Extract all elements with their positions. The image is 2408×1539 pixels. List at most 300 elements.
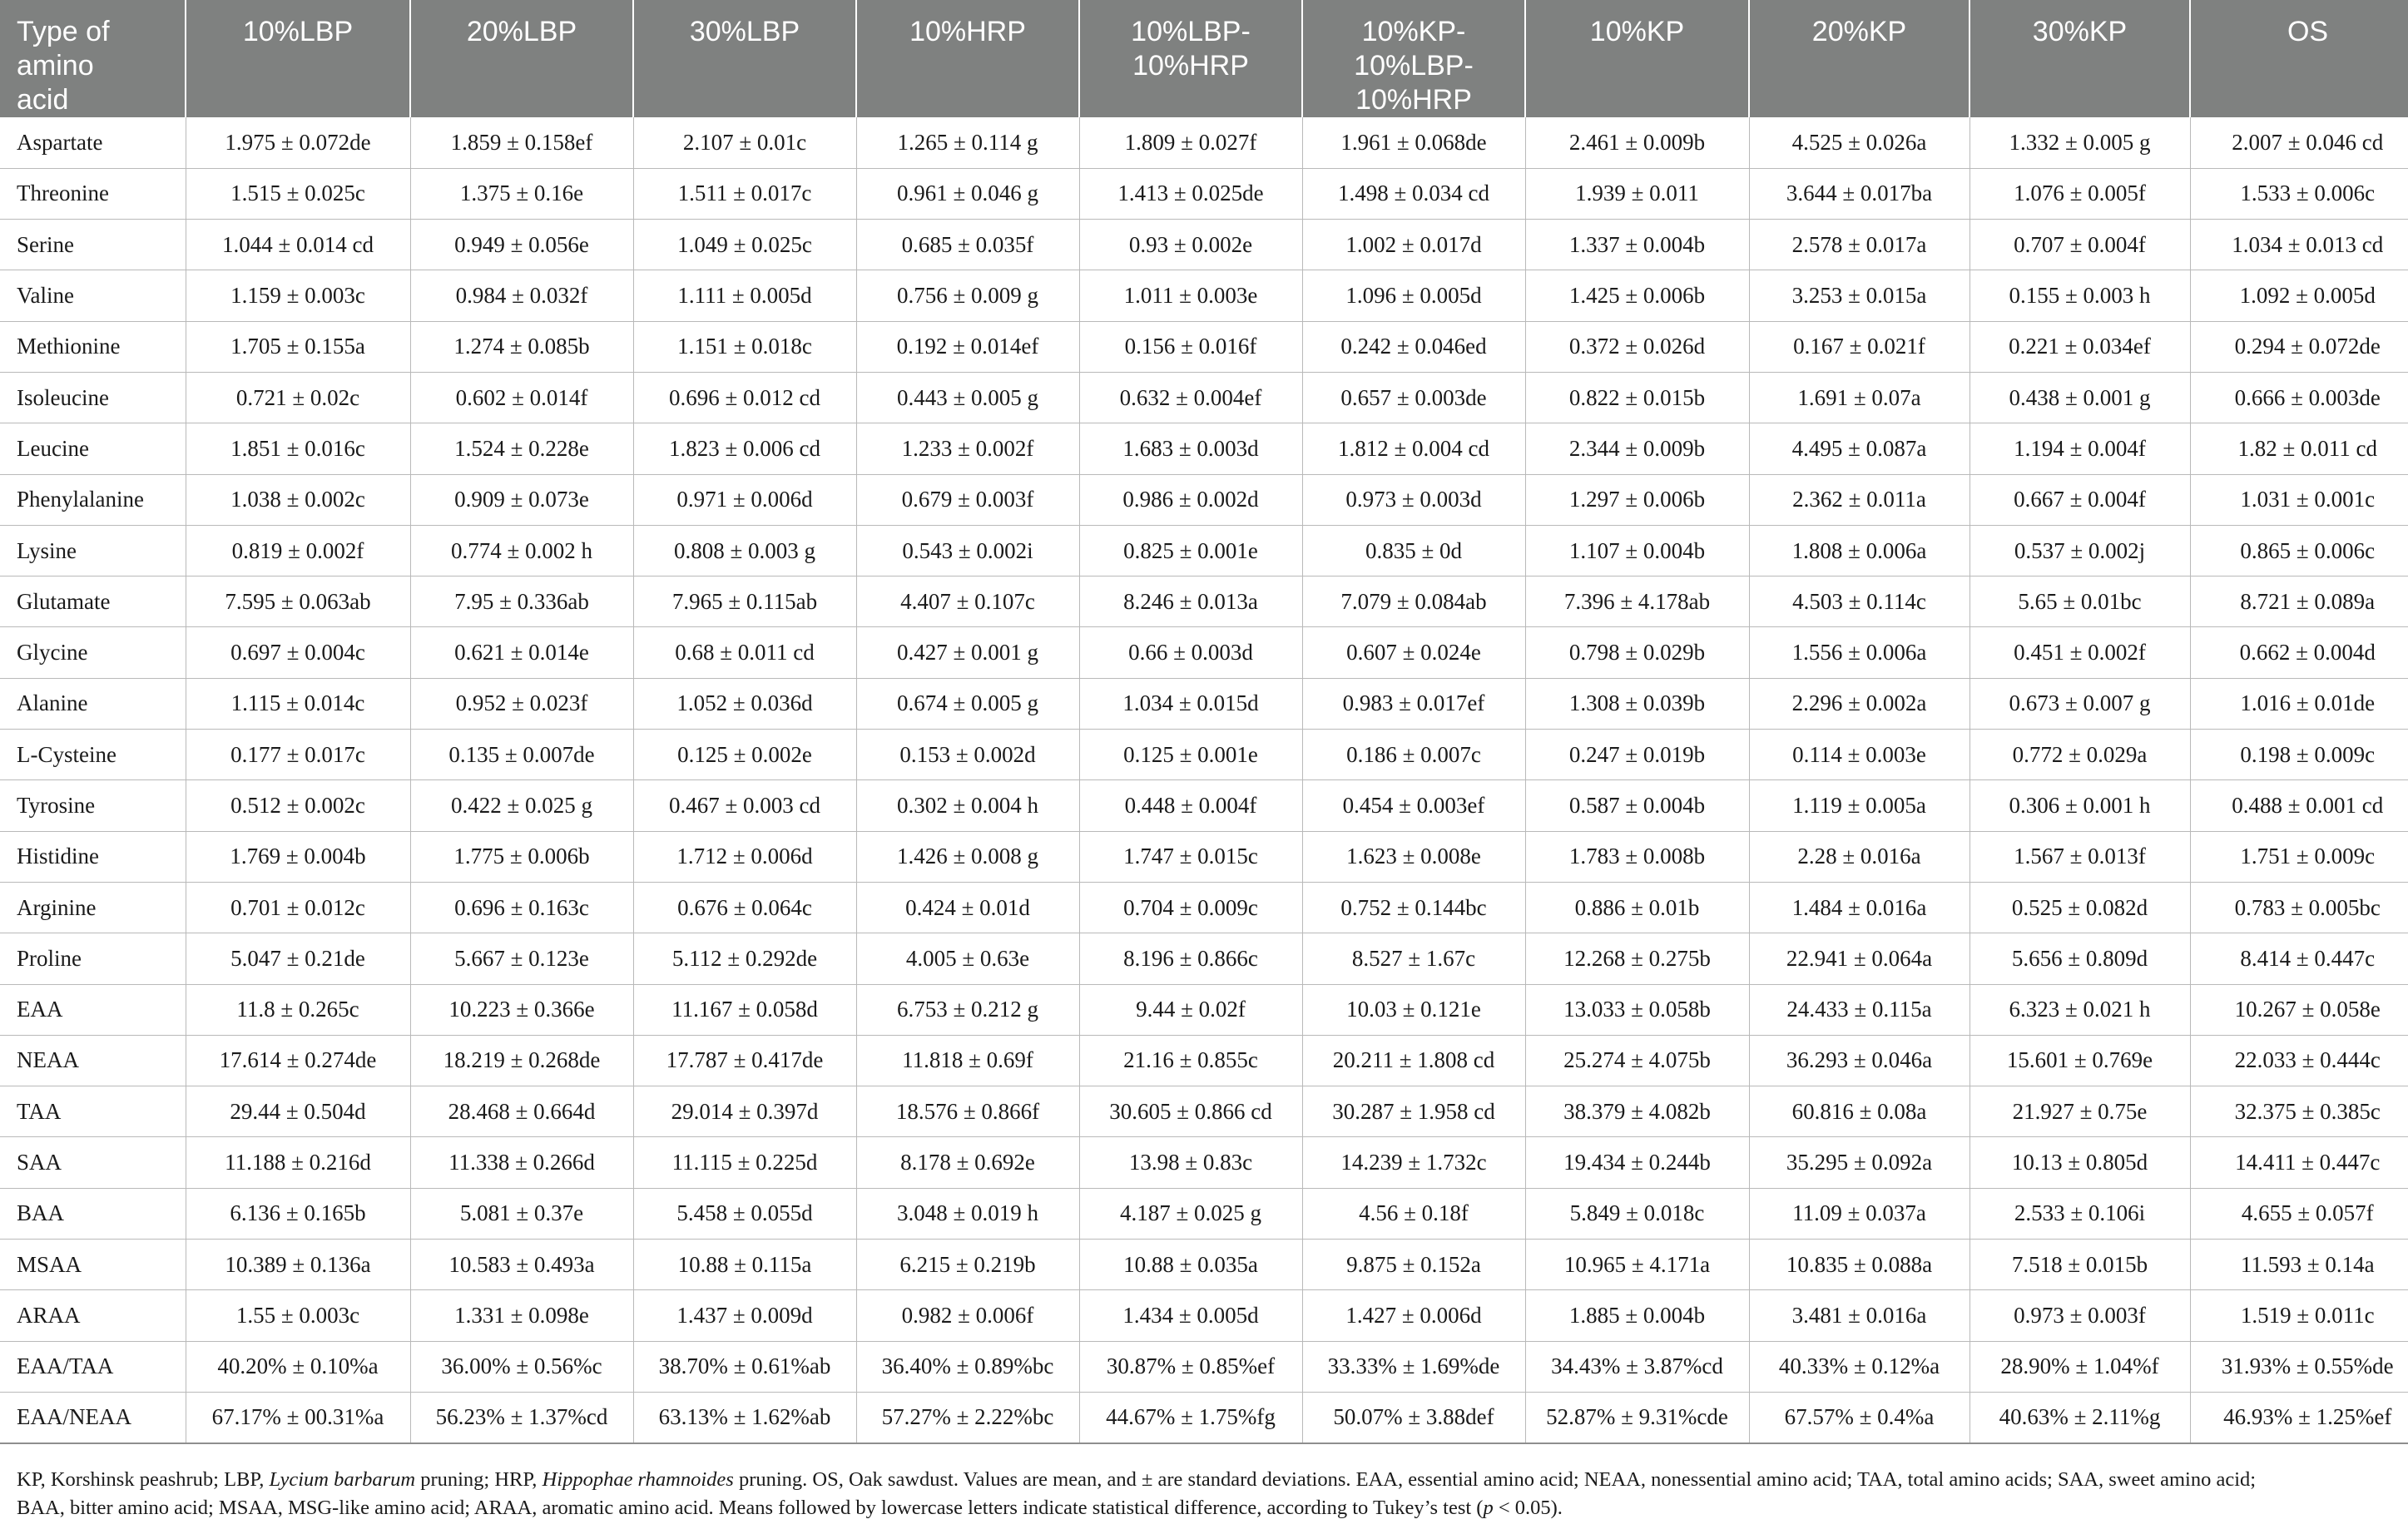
row-label: Aspartate xyxy=(0,117,186,168)
row-label: Alanine xyxy=(0,678,186,729)
table-cell: 1.194 ± 0.004f xyxy=(1970,423,2190,474)
footnote-text: pruning. OS, Oak sawdust. Values are mean, and ± are standard deviations. EAA, essential amino acid; NEAA, nonessential amino acid; TAA, total amino acids; SAA, sweet amino acid; xyxy=(733,1468,2257,1491)
table-row xyxy=(0,678,2408,729)
table-cell: 0.752 ± 0.144bc xyxy=(1302,882,1525,933)
column-header: 10%KP- 10%LBP- 10%HRP xyxy=(1302,0,1525,117)
table-cell: 0.973 ± 0.003d xyxy=(1302,474,1525,525)
table-cell: 10.583 ± 0.493a xyxy=(410,1240,633,1290)
table-cell: 11.8 ± 0.265c xyxy=(186,984,410,1035)
table-cell: 1.011 ± 0.003e xyxy=(1079,270,1302,321)
table-cell: 36.293 ± 0.046a xyxy=(1749,1035,1970,1086)
column-header: 10%LBP- 10%HRP xyxy=(1079,0,1302,117)
table-row xyxy=(0,525,2408,576)
table-cell: 0.697 ± 0.004c xyxy=(186,627,410,678)
table-cell: 1.437 ± 0.009d xyxy=(633,1290,856,1341)
column-header: 30%KP xyxy=(1970,0,2190,117)
table-cell: 1.111 ± 0.005d xyxy=(633,270,856,321)
table-cell: 5.667 ± 0.123e xyxy=(410,933,633,984)
column-header: 10%HRP xyxy=(856,0,1079,117)
table-cell: 0.438 ± 0.001 g xyxy=(1970,372,2190,423)
table-cell: 11.115 ± 0.225d xyxy=(633,1137,856,1188)
table-cell: 1.107 ± 0.004b xyxy=(1525,525,1749,576)
table-cell: 0.427 ± 0.001 g xyxy=(856,627,1079,678)
row-label: EAA/TAA xyxy=(0,1341,186,1392)
table-cell: 0.607 ± 0.024e xyxy=(1302,627,1525,678)
table-cell: 10.03 ± 0.121e xyxy=(1302,984,1525,1035)
table-cell: 7.965 ± 0.115ab xyxy=(633,577,856,627)
table-row xyxy=(0,1240,2408,1290)
table-row xyxy=(0,780,2408,831)
table-cell: 40.33% ± 0.12%a xyxy=(1749,1341,1970,1392)
row-label: Tyrosine xyxy=(0,780,186,831)
table-cell: 22.033 ± 0.444c xyxy=(2190,1035,2408,1086)
table-row xyxy=(0,270,2408,321)
table-cell: 8.414 ± 0.447c xyxy=(2190,933,2408,984)
table-cell: 0.721 ± 0.02c xyxy=(186,372,410,423)
table-cell: 1.434 ± 0.005d xyxy=(1079,1290,1302,1341)
table-cell: 0.961 ± 0.046 g xyxy=(856,168,1079,219)
table-cell: 1.337 ± 0.004b xyxy=(1525,220,1749,270)
row-label: Methionine xyxy=(0,321,186,372)
table-cell: 14.239 ± 1.732c xyxy=(1302,1137,1525,1188)
table-cell: 21.16 ± 0.855c xyxy=(1079,1035,1302,1086)
table-cell: 10.88 ± 0.115a xyxy=(633,1240,856,1290)
table-cell: 0.543 ± 0.002i xyxy=(856,525,1079,576)
column-header: 20%LBP xyxy=(410,0,633,117)
table-cell: 0.372 ± 0.026d xyxy=(1525,321,1749,372)
table-cell: 0.621 ± 0.014e xyxy=(410,627,633,678)
table-cell: 0.865 ± 0.006c xyxy=(2190,525,2408,576)
table-cell: 34.43% ± 3.87%cd xyxy=(1525,1341,1749,1392)
table-cell: 8.178 ± 0.692e xyxy=(856,1137,1079,1188)
table-row xyxy=(0,577,2408,627)
column-header: 10%LBP xyxy=(186,0,410,117)
row-label: Phenylalanine xyxy=(0,474,186,525)
table-cell: 0.819 ± 0.002f xyxy=(186,525,410,576)
table-cell: 0.424 ± 0.01d xyxy=(856,882,1079,933)
table-cell: 0.68 ± 0.011 cd xyxy=(633,627,856,678)
table-cell: 6.753 ± 0.212 g xyxy=(856,984,1079,1035)
table-cell: 0.153 ± 0.002d xyxy=(856,730,1079,780)
table-cell: 4.495 ± 0.087a xyxy=(1749,423,1970,474)
table-row xyxy=(0,831,2408,882)
table-cell: 1.034 ± 0.013 cd xyxy=(2190,220,2408,270)
table-cell: 21.927 ± 0.75e xyxy=(1970,1086,2190,1137)
table-cell: 15.601 ± 0.769e xyxy=(1970,1035,2190,1086)
table-cell: 0.422 ± 0.025 g xyxy=(410,780,633,831)
table-row xyxy=(0,730,2408,780)
column-header: OS xyxy=(2190,0,2408,117)
table-cell: 0.982 ± 0.006f xyxy=(856,1290,1079,1341)
table-cell: 11.818 ± 0.69f xyxy=(856,1035,1079,1086)
table-cell: 0.835 ± 0d xyxy=(1302,525,1525,576)
table-cell: 1.233 ± 0.002f xyxy=(856,423,1079,474)
table-cell: 0.666 ± 0.003de xyxy=(2190,372,2408,423)
row-label: Lysine xyxy=(0,525,186,576)
table-cell: 63.13% ± 1.62%ab xyxy=(633,1392,856,1443)
table-cell: 0.448 ± 0.004f xyxy=(1079,780,1302,831)
table-cell: 1.515 ± 0.025c xyxy=(186,168,410,219)
table-cell: 29.44 ± 0.504d xyxy=(186,1086,410,1137)
table-cell: 5.112 ± 0.292de xyxy=(633,933,856,984)
table-cell: 28.468 ± 0.664d xyxy=(410,1086,633,1137)
table-cell: 0.525 ± 0.082d xyxy=(1970,882,2190,933)
table-cell: 1.331 ± 0.098e xyxy=(410,1290,633,1341)
table-cell: 1.426 ± 0.008 g xyxy=(856,831,1079,882)
table-cell: 1.511 ± 0.017c xyxy=(633,168,856,219)
table-cell: 0.949 ± 0.056e xyxy=(410,220,633,270)
table-cell: 1.159 ± 0.003c xyxy=(186,270,410,321)
table-cell: 1.683 ± 0.003d xyxy=(1079,423,1302,474)
table-cell: 1.712 ± 0.006d xyxy=(633,831,856,882)
table-footnote xyxy=(17,1466,2388,1522)
table-cell: 11.338 ± 0.266d xyxy=(410,1137,633,1188)
table-cell: 8.246 ± 0.013a xyxy=(1079,577,1302,627)
table-cell: 67.17% ± 00.31%a xyxy=(186,1392,410,1443)
footnote-text: BAA, bitter amino acid; MSAA, MSG-like amino acid; ARAA, aromatic amino acid. Means followed by lowercase letters indicate statistical difference, according to Tukey’s test ( xyxy=(17,1497,1484,1519)
table-cell: 1.498 ± 0.034 cd xyxy=(1302,168,1525,219)
footnote-p-symbol: p xyxy=(1483,1497,1494,1519)
table-cell: 0.986 ± 0.002d xyxy=(1079,474,1302,525)
row-label: L-Cysteine xyxy=(0,730,186,780)
table-cell: 33.33% ± 1.69%de xyxy=(1302,1341,1525,1392)
row-label: EAA/NEAA xyxy=(0,1392,186,1443)
table-cell: 1.82 ± 0.011 cd xyxy=(2190,423,2408,474)
table-cell: 0.93 ± 0.002e xyxy=(1079,220,1302,270)
table-cell: 0.186 ± 0.007c xyxy=(1302,730,1525,780)
table-cell: 1.769 ± 0.004b xyxy=(186,831,410,882)
table-cell: 0.512 ± 0.002c xyxy=(186,780,410,831)
table-cell: 1.556 ± 0.006a xyxy=(1749,627,1970,678)
table-cell: 0.467 ± 0.003 cd xyxy=(633,780,856,831)
table-cell: 0.798 ± 0.029b xyxy=(1525,627,1749,678)
table-cell: 0.454 ± 0.003ef xyxy=(1302,780,1525,831)
table-cell: 0.984 ± 0.032f xyxy=(410,270,633,321)
row-label: Arginine xyxy=(0,882,186,933)
table-row xyxy=(0,220,2408,270)
table-cell: 0.488 ± 0.001 cd xyxy=(2190,780,2408,831)
table-cell: 1.096 ± 0.005d xyxy=(1302,270,1525,321)
table-cell: 0.696 ± 0.012 cd xyxy=(633,372,856,423)
table-cell: 7.518 ± 0.015b xyxy=(1970,1240,2190,1290)
table-cell: 10.13 ± 0.805d xyxy=(1970,1137,2190,1188)
table-cell: 0.676 ± 0.064c xyxy=(633,882,856,933)
table-cell: 8.527 ± 1.67c xyxy=(1302,933,1525,984)
table-cell: 4.56 ± 0.18f xyxy=(1302,1188,1525,1239)
table-cell: 17.787 ± 0.417de xyxy=(633,1035,856,1086)
table-row xyxy=(0,627,2408,678)
table-cell: 5.458 ± 0.055d xyxy=(633,1188,856,1239)
header-row xyxy=(0,0,2408,117)
table-cell: 1.859 ± 0.158ef xyxy=(410,117,633,168)
row-label: TAA xyxy=(0,1086,186,1137)
table-cell: 13.98 ± 0.83c xyxy=(1079,1137,1302,1188)
table-cell: 1.332 ± 0.005 g xyxy=(1970,117,2190,168)
table-cell: 0.167 ± 0.021f xyxy=(1749,321,1970,372)
table-row xyxy=(0,1086,2408,1137)
table-cell: 1.524 ± 0.228e xyxy=(410,423,633,474)
table-cell: 1.567 ± 0.013f xyxy=(1970,831,2190,882)
table-cell: 5.849 ± 0.018c xyxy=(1525,1188,1749,1239)
table-cell: 0.632 ± 0.004ef xyxy=(1079,372,1302,423)
table-cell: 0.177 ± 0.017c xyxy=(186,730,410,780)
table-cell: 1.623 ± 0.008e xyxy=(1302,831,1525,882)
table-cell: 11.593 ± 0.14a xyxy=(2190,1240,2408,1290)
table-cell: 0.306 ± 0.001 h xyxy=(1970,780,2190,831)
table-cell: 0.667 ± 0.004f xyxy=(1970,474,2190,525)
table-cell: 0.707 ± 0.004f xyxy=(1970,220,2190,270)
table-cell: 0.822 ± 0.015b xyxy=(1525,372,1749,423)
table-cell: 0.125 ± 0.002e xyxy=(633,730,856,780)
table-cell: 0.808 ± 0.003 g xyxy=(633,525,856,576)
table-cell: 0.774 ± 0.002 h xyxy=(410,525,633,576)
table-cell: 56.23% ± 1.37%cd xyxy=(410,1392,633,1443)
table-cell: 1.265 ± 0.114 g xyxy=(856,117,1079,168)
table-row xyxy=(0,117,2408,168)
table-cell: 1.961 ± 0.068de xyxy=(1302,117,1525,168)
table-cell: 1.375 ± 0.16e xyxy=(410,168,633,219)
table-cell: 9.44 ± 0.02f xyxy=(1079,984,1302,1035)
table-cell: 1.115 ± 0.014c xyxy=(186,678,410,729)
table-cell: 1.939 ± 0.011 xyxy=(1525,168,1749,219)
table-cell: 36.40% ± 0.89%bc xyxy=(856,1341,1079,1392)
table-cell: 9.875 ± 0.152a xyxy=(1302,1240,1525,1290)
table-cell: 0.587 ± 0.004b xyxy=(1525,780,1749,831)
table-cell: 35.295 ± 0.092a xyxy=(1749,1137,1970,1188)
table-cell: 1.151 ± 0.018c xyxy=(633,321,856,372)
table-cell: 2.28 ± 0.016a xyxy=(1749,831,1970,882)
table-cell: 40.63% ± 2.11%g xyxy=(1970,1392,2190,1443)
row-label: Valine xyxy=(0,270,186,321)
table-cell: 1.308 ± 0.039b xyxy=(1525,678,1749,729)
table-cell: 4.407 ± 0.107c xyxy=(856,577,1079,627)
table-cell: 2.461 ± 0.009b xyxy=(1525,117,1749,168)
table-cell: 1.425 ± 0.006b xyxy=(1525,270,1749,321)
table-cell: 6.323 ± 0.021 h xyxy=(1970,984,2190,1035)
table-cell: 2.362 ± 0.011a xyxy=(1749,474,1970,525)
table-cell: 0.704 ± 0.009c xyxy=(1079,882,1302,933)
table-cell: 50.07% ± 3.88def xyxy=(1302,1392,1525,1443)
table-cell: 5.656 ± 0.809d xyxy=(1970,933,2190,984)
table-cell: 10.223 ± 0.366e xyxy=(410,984,633,1035)
table-cell: 0.156 ± 0.016f xyxy=(1079,321,1302,372)
table-cell: 0.696 ± 0.163c xyxy=(410,882,633,933)
table-cell: 3.481 ± 0.016a xyxy=(1749,1290,1970,1341)
column-header: 10%KP xyxy=(1525,0,1749,117)
table-cell: 3.644 ± 0.017ba xyxy=(1749,168,1970,219)
table-cell: 10.835 ± 0.088a xyxy=(1749,1240,1970,1290)
table-cell: 0.451 ± 0.002f xyxy=(1970,627,2190,678)
table-cell: 30.605 ± 0.866 cd xyxy=(1079,1086,1302,1137)
table-cell: 1.044 ± 0.014 cd xyxy=(186,220,410,270)
table-cell: 1.808 ± 0.006a xyxy=(1749,525,1970,576)
table-cell: 0.673 ± 0.007 g xyxy=(1970,678,2190,729)
table-cell: 60.816 ± 0.08a xyxy=(1749,1086,1970,1137)
table-cell: 44.67% ± 1.75%fg xyxy=(1079,1392,1302,1443)
table-cell: 10.389 ± 0.136a xyxy=(186,1240,410,1290)
table-cell: 11.167 ± 0.058d xyxy=(633,984,856,1035)
table-cell: 52.87% ± 9.31%cde xyxy=(1525,1392,1749,1443)
table-cell: 1.297 ± 0.006b xyxy=(1525,474,1749,525)
table-cell: 0.886 ± 0.01b xyxy=(1525,882,1749,933)
table-cell: 0.662 ± 0.004d xyxy=(2190,627,2408,678)
table-cell: 0.952 ± 0.023f xyxy=(410,678,633,729)
table-cell: 4.655 ± 0.057f xyxy=(2190,1188,2408,1239)
table-cell: 11.09 ± 0.037a xyxy=(1749,1188,1970,1239)
table-cell: 1.55 ± 0.003c xyxy=(186,1290,410,1341)
table-body xyxy=(0,117,2408,1443)
row-label: Glutamate xyxy=(0,577,186,627)
table-cell: 14.411 ± 0.447c xyxy=(2190,1137,2408,1188)
table-cell: 8.196 ± 0.866c xyxy=(1079,933,1302,984)
table-cell: 25.274 ± 4.075b xyxy=(1525,1035,1749,1086)
table-cell: 2.107 ± 0.01c xyxy=(633,117,856,168)
row-label: Threonine xyxy=(0,168,186,219)
table-cell: 31.93% ± 0.55%de xyxy=(2190,1341,2408,1392)
table-cell: 7.079 ± 0.084ab xyxy=(1302,577,1525,627)
table-cell: 0.657 ± 0.003de xyxy=(1302,372,1525,423)
table-row xyxy=(0,1392,2408,1443)
footnote-line-1 xyxy=(17,1466,2388,1494)
table-cell: 2.533 ± 0.106i xyxy=(1970,1188,2190,1239)
table-cell: 1.975 ± 0.072de xyxy=(186,117,410,168)
table-cell: 0.302 ± 0.004 h xyxy=(856,780,1079,831)
table-row xyxy=(0,1341,2408,1392)
footnote-species-name: Lycium barbarum xyxy=(269,1468,416,1491)
table-cell: 5.047 ± 0.21de xyxy=(186,933,410,984)
table-cell: 1.775 ± 0.006b xyxy=(410,831,633,882)
column-header-type: Type of amino acid xyxy=(0,0,186,117)
table-cell: 38.379 ± 4.082b xyxy=(1525,1086,1749,1137)
table-row xyxy=(0,474,2408,525)
table-cell: 22.941 ± 0.064a xyxy=(1749,933,1970,984)
table-cell: 24.433 ± 0.115a xyxy=(1749,984,1970,1035)
table-cell: 0.674 ± 0.005 g xyxy=(856,678,1079,729)
table-cell: 0.679 ± 0.003f xyxy=(856,474,1079,525)
table-row xyxy=(0,372,2408,423)
footnote-text: KP, Korshinsk peashrub; LBP, xyxy=(17,1468,270,1491)
table-cell: 5.65 ± 0.01bc xyxy=(1970,577,2190,627)
table-cell: 3.253 ± 0.015a xyxy=(1749,270,1970,321)
row-label: MSAA xyxy=(0,1240,186,1290)
table-cell: 4.525 ± 0.026a xyxy=(1749,117,1970,168)
row-label: EAA xyxy=(0,984,186,1035)
table-cell: 1.484 ± 0.016a xyxy=(1749,882,1970,933)
table-row xyxy=(0,423,2408,474)
table-cell: 4.503 ± 0.114c xyxy=(1749,577,1970,627)
table-cell: 7.396 ± 4.178ab xyxy=(1525,577,1749,627)
table-cell: 0.537 ± 0.002j xyxy=(1970,525,2190,576)
table-cell: 1.691 ± 0.07a xyxy=(1749,372,1970,423)
row-label: BAA xyxy=(0,1188,186,1239)
table-cell: 7.595 ± 0.063ab xyxy=(186,577,410,627)
table-cell: 0.909 ± 0.073e xyxy=(410,474,633,525)
table-cell: 1.783 ± 0.008b xyxy=(1525,831,1749,882)
table-cell: 1.413 ± 0.025de xyxy=(1079,168,1302,219)
table-cell: 0.294 ± 0.072de xyxy=(2190,321,2408,372)
table-cell: 18.576 ± 0.866f xyxy=(856,1086,1079,1137)
row-label: Serine xyxy=(0,220,186,270)
table-cell: 30.287 ± 1.958 cd xyxy=(1302,1086,1525,1137)
table-cell: 67.57% ± 0.4%a xyxy=(1749,1392,1970,1443)
table-cell: 2.578 ± 0.017a xyxy=(1749,220,1970,270)
table-cell: 6.136 ± 0.165b xyxy=(186,1188,410,1239)
table-cell: 1.034 ± 0.015d xyxy=(1079,678,1302,729)
row-label: Leucine xyxy=(0,423,186,474)
table-cell: 57.27% ± 2.22%bc xyxy=(856,1392,1079,1443)
table-cell: 0.701 ± 0.012c xyxy=(186,882,410,933)
table-cell: 4.005 ± 0.63e xyxy=(856,933,1079,984)
table-cell: 2.344 ± 0.009b xyxy=(1525,423,1749,474)
table-row xyxy=(0,1290,2408,1341)
table-cell: 0.973 ± 0.003f xyxy=(1970,1290,2190,1341)
table-cell: 0.783 ± 0.005bc xyxy=(2190,882,2408,933)
table-cell: 0.135 ± 0.007de xyxy=(410,730,633,780)
table-cell: 0.772 ± 0.029a xyxy=(1970,730,2190,780)
table-cell: 12.268 ± 0.275b xyxy=(1525,933,1749,984)
table-cell: 1.427 ± 0.006d xyxy=(1302,1290,1525,1341)
table-cell: 0.685 ± 0.035f xyxy=(856,220,1079,270)
table-cell: 4.187 ± 0.025 g xyxy=(1079,1188,1302,1239)
table-cell: 0.192 ± 0.014ef xyxy=(856,321,1079,372)
table-cell: 10.267 ± 0.058e xyxy=(2190,984,2408,1035)
table-cell: 0.971 ± 0.006d xyxy=(633,474,856,525)
table-cell: 19.434 ± 0.244b xyxy=(1525,1137,1749,1188)
table-cell: 11.188 ± 0.216d xyxy=(186,1137,410,1188)
table-cell: 1.016 ± 0.01de xyxy=(2190,678,2408,729)
table-cell: 1.076 ± 0.005f xyxy=(1970,168,2190,219)
row-label: Histidine xyxy=(0,831,186,882)
row-label: Isoleucine xyxy=(0,372,186,423)
table-cell: 36.00% ± 0.56%c xyxy=(410,1341,633,1392)
table-cell: 5.081 ± 0.37e xyxy=(410,1188,633,1239)
table-cell: 1.809 ± 0.027f xyxy=(1079,117,1302,168)
table-cell: 0.155 ± 0.003 h xyxy=(1970,270,2190,321)
footnote-species-name: Hippophae rhamnoides xyxy=(542,1468,734,1491)
table-cell: 0.825 ± 0.001e xyxy=(1079,525,1302,576)
table-cell: 1.002 ± 0.017d xyxy=(1302,220,1525,270)
table-cell: 1.038 ± 0.002c xyxy=(186,474,410,525)
table-cell: 0.66 ± 0.003d xyxy=(1079,627,1302,678)
table-cell: 28.90% ± 1.04%f xyxy=(1970,1341,2190,1392)
table-cell: 1.533 ± 0.006c xyxy=(2190,168,2408,219)
table-cell: 0.242 ± 0.046ed xyxy=(1302,321,1525,372)
table-cell: 1.747 ± 0.015c xyxy=(1079,831,1302,882)
table-cell: 46.93% ± 1.25%ef xyxy=(2190,1392,2408,1443)
table-cell: 32.375 ± 0.385c xyxy=(2190,1086,2408,1137)
table-row xyxy=(0,1137,2408,1188)
table-cell: 1.119 ± 0.005a xyxy=(1749,780,1970,831)
table-cell: 0.125 ± 0.001e xyxy=(1079,730,1302,780)
row-label: NEAA xyxy=(0,1035,186,1086)
table-cell: 1.052 ± 0.036d xyxy=(633,678,856,729)
table-cell: 1.049 ± 0.025c xyxy=(633,220,856,270)
table-cell: 13.033 ± 0.058b xyxy=(1525,984,1749,1035)
table-cell: 17.614 ± 0.274de xyxy=(186,1035,410,1086)
table-row xyxy=(0,1188,2408,1239)
table-cell: 0.221 ± 0.034ef xyxy=(1970,321,2190,372)
table-cell: 2.296 ± 0.002a xyxy=(1749,678,1970,729)
table-cell: 0.247 ± 0.019b xyxy=(1525,730,1749,780)
table-cell: 8.721 ± 0.089a xyxy=(2190,577,2408,627)
table-cell: 10.965 ± 4.171a xyxy=(1525,1240,1749,1290)
row-label: Glycine xyxy=(0,627,186,678)
footnote-text: pruning; HRP, xyxy=(415,1468,543,1491)
table-cell: 0.983 ± 0.017ef xyxy=(1302,678,1525,729)
table-cell: 1.823 ± 0.006 cd xyxy=(633,423,856,474)
table-cell: 18.219 ± 0.268de xyxy=(410,1035,633,1086)
table-row xyxy=(0,1035,2408,1086)
